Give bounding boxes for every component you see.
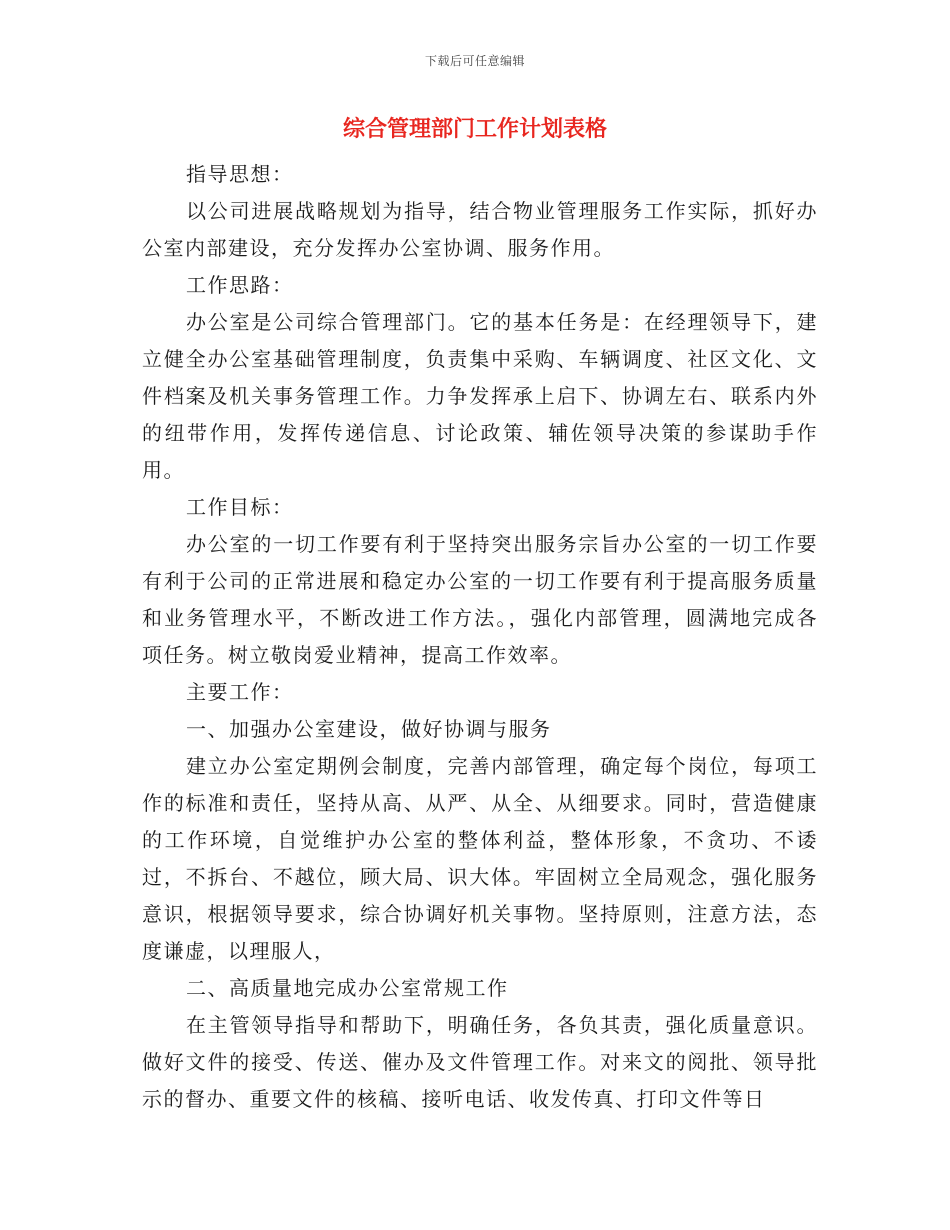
section-heading-guiding-idea: 指导思想： (186, 162, 294, 186)
subheading-office-building: 一、加强办公室建设，做好协调与服务 (186, 717, 552, 741)
paragraph-guiding-idea: 以公司进展战略规划为指导，结合物业管理服务工作实际，抓好办公室内部建设，充分发挥办公室协调、服务作用。 (142, 199, 818, 260)
header-note: 下载后可任意编辑 (424, 54, 525, 68)
paragraph-office-building: 建立办公室定期例会制度，完善内部管理，确定每个岗位，每项工作的标准和责任，坚持从高、从严、从全、从细要求。同时，营造健康的工作环境，自觉维护办公室的整体利益，整体形象，不贪功、不诿过，不拆台、不越位，顾大局、识大体。牢固树立全局观念，强化服务意识，根据领导要求，综合协调好机关事物。坚持原则，注意方法，态度谦虚，以理服人， (142, 754, 818, 963)
paragraph-routine-work: 在主管领导指导和帮助下，明确任务，各负其责，强化质量意识。做好文件的接受、传送、催办及文件管理工作。对来文的阅批、领导批示的督办、重要文件的核稿、接听电话、收发传真、打印文件等日 (142, 1013, 818, 1111)
paragraph-work-goal: 办公室的一切工作要有利于坚持突出服务宗旨办公室的一切工作要有利于公司的正常进展和稳定办公室的一切工作要有利于提高服务质量和业务管理水平，不断改进工作方法。，强化内部管理，圆满地完成各项任务。树立敬岗爱业精神，提高工作效率。 (142, 532, 818, 667)
section-heading-work-goal: 工作目标： (186, 495, 294, 519)
document-title: 综合管理部门工作计划表格 (342, 117, 607, 142)
section-heading-work-approach: 工作思路： (186, 273, 294, 297)
subheading-routine-work: 二、高质量地完成办公室常规工作 (186, 976, 509, 1000)
paragraph-work-approach: 办公室是公司综合管理部门。它的基本任务是：在经理领导下，建立健全办公室基础管理制度，负责集中采购、车辆调度、社区文化、文件档案及机关事务管理工作。力争发挥承上启下、协调左右、联系内外的纽带作用，发挥传递信息、讨论政策、辅佐领导决策的参谋助手作用。 (142, 310, 818, 482)
document-body (142, 156, 818, 1118)
section-heading-main-work: 主要工作： (186, 680, 294, 704)
